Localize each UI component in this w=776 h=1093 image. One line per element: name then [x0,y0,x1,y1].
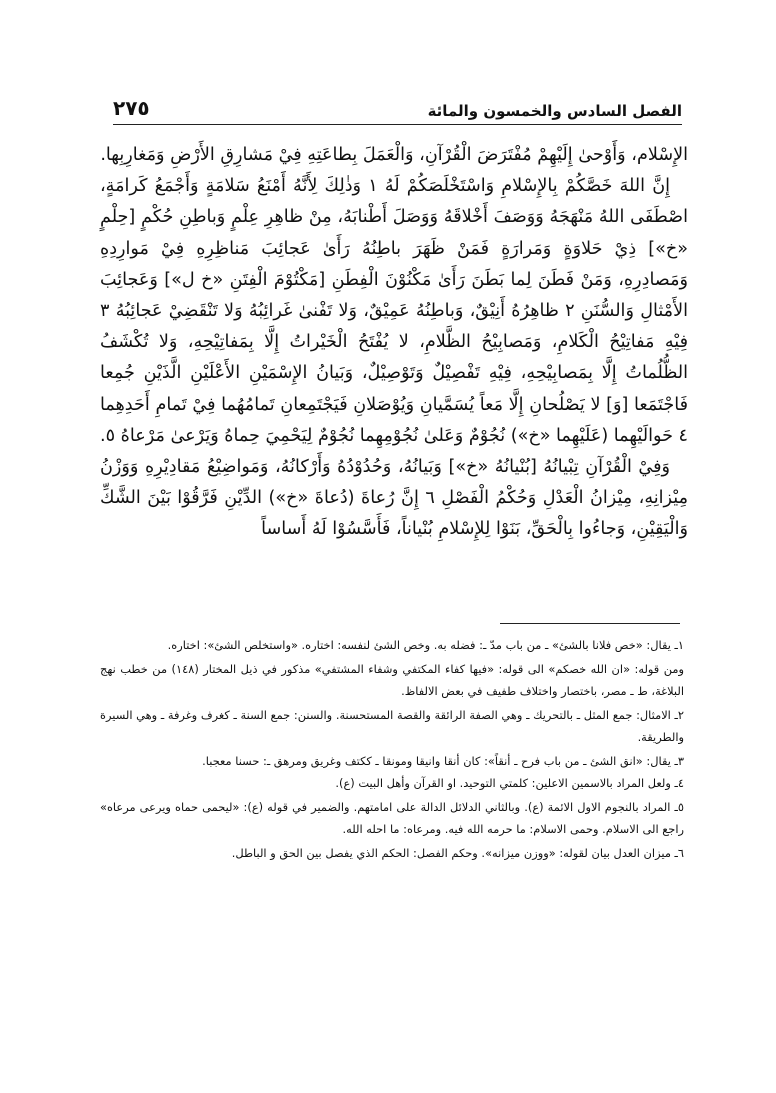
footnote-6: ٦ـ ميزان العدل بيان لقوله: «ووزن ميزانه». وحكم الفصل: الحكم الذي يفصل بين الحق و الباطل. [231,846,684,860]
footnotes [100,634,684,864]
body-paragraph-3: وَفِيْ الْقُرْآنِ تِبْيانُهُ [بُنْيانُهُ «خ»] وَبَيانُهُ، وَحُدُوْدُهُ وَأَرْكانُهُ، وَمَواضِيْعُ مَقادِيْرِهِ وَوَزْنُ مِيْزانِهِ، مِيْزانُ الْعَدْلِ وَحُكْمُ الْفَصْلِ ٦ إِنَّ رُعاةَ (دُعاةَ «خ») الدِّيْنِ فَرَّقُوْا بَيْنَ الشَّكِّ وَالْيَقِيْنِ، وَجاءُوا بِالْحَقِّ، بَنَوْا لِلإِسْلامِ بُنْياناً، فَأَسَّسُوْا لَهُ أَساساً [100,457,688,540]
footnote-2: ٢ـ الامثال: جمع المثل ـ بالتحريك ـ وهي الصفة الرائقة والقصة المستحسنة. والسنن: جمع السنة ـ كغرف وغرفة ـ وهي السيرة والطريقة. [100,708,684,744]
footnote-5: ٥ـ المراد بالنجوم الاول الائمة (ع). وبالثاني الدلائل الدالة على امامتهم. والضمير في قوله (ع): «ليحمى حماه ويرعى مرعاه» راجع الى الاسلام. وحمى الاسلام: ما حرمه الله فيه. ومرعاه: ما احله الله. [100,800,684,836]
chapter-title: الفصل السادس والخمسون والمائة [427,102,682,120]
footnote-4: ٤ـ ولعل المراد بالاسمين الاعلين: كلمتي التوحيد. او القرآن وأهل البيت (ع). [335,776,684,790]
page-header [113,88,682,125]
main-text [100,140,688,610]
footnote-3: ٣ـ يقال: «انق الشئ ـ من باب فرح ـ أنقاً»: كان أنقا وانيقا ومونقا ـ ككتف وغريق ومرهق ـ: حسنا معجبا. [202,754,684,768]
body-paragraph-2: إِنَّ اللهَ خَصَّكُمْ بِالإِسْلامِ وَاسْتَخْلَصَكُمْ لَهُ ١ وَذٰلِكَ لِأَنَّهُ أَمْنَعُ سَلامَةٍ وَأَجْمَعُ كَرامَةٍ، اصْطَفَى اللهُ مَنْهَجَهُ وَوَصَفَ أَخْلاقَهُ وَوَصَلَ أَطْنابَهُ، مِنْ ظاهِرِ عِلْمٍ وَباطِنِ حُكْمٍ [حِلْمٍ «خ»] ذِيْ حَلاوَةٍ وَمَرارَةٍ فَمَنْ ظَهَرَ باطِنُهُ رَأَىٰ عَجائِبَ مَناظِرِهِ فِيْ مَوارِدِهِ وَمَصادِرِهِ، وَمَنْ فَطَنَ لِما بَطَنَ رَأَىٰ مَكْنُوْنَ الْفِطَنِ [مَكْتُوْمَ الْفِتَنِ «خ ل»] وَعَجائِبَ الأَمْثالِ وَالسُّنَنِ ٢ ظاهِرُهُ أَنِيْقٌ، وَباطِنُهُ عَمِيْقٌ، وَلا تَفْنىٰ غَرائِبُهُ وَلا تَنْقَضِيْ عَجائِبُهُ ٣ فِيْهِ مَفاتِيْحُ الْكَلامِ، وَمَصابِيْحُ الظَّلامِ، لا يُفْتَحُ الْخَيْراتُ إِلَّا بِمَفاتِيْحِهِ، وَلا تُكْشَفُ الظُّلُماتُ إِلَّا بِمَصابِيْحِهِ، فِيْهِ تَفْصِيْلٌ وَتَوْصِيْلٌ، وَبَيانُ الإِسْمَيْنِ الأَعْلَيْنِ الَّذَيْنِ جُمِعا فَاجْتَمَعا [وَ] لا يَصْلُحانِ إِلَّا مَعاً يُسَمَّيانِ وَيُوْصَلانِ فَيَجْتَمِعانِ تَمامُهُما فِيْ تَمامِ أَحَدِهِما ٤ حَوالَيْهِما (عَلَيْهِما «خ») نُجُوْمٌ وَعَلىٰ نُجُوْمِهِما نُجُوْمٌ لِيَحْمِيَ حِماهُ وَيَرْعىٰ مَرْعاهُ ٥. [100,176,688,446]
footnote-1: ١ـ يقال: «خص فلانا بالشئ» ـ من باب مدّ ـ: فضله به. وخص الشئ لنفسه: اختاره. «واستخلص الشئ»: اختاره. [167,638,684,652]
footnote-1-continuation: ومن قوله: «ان الله خصكم» الى قوله: «فيها كفاء المكتفي وشفاء المشتفي» مذكور في ذيل المختار (١٤٨) من خطب نهج البلاغة، ط ـ مصر، باختصار واختلاف طفيف في بعض الالفاظ. [100,662,684,698]
page-number: ٢٧٥ [113,96,150,120]
footnote-separator [500,623,680,624]
body-paragraph-1: الإِسْلام، وَأَوْحىٰ إِلَيْهِمْ مُفْتَرَضَ الْقُرْآنِ، وَالْعَمَلَ بِطاعَتِهِ فِيْ مَشارِقِ الأَرْضِ وَمَغارِبِها. [100,145,688,165]
